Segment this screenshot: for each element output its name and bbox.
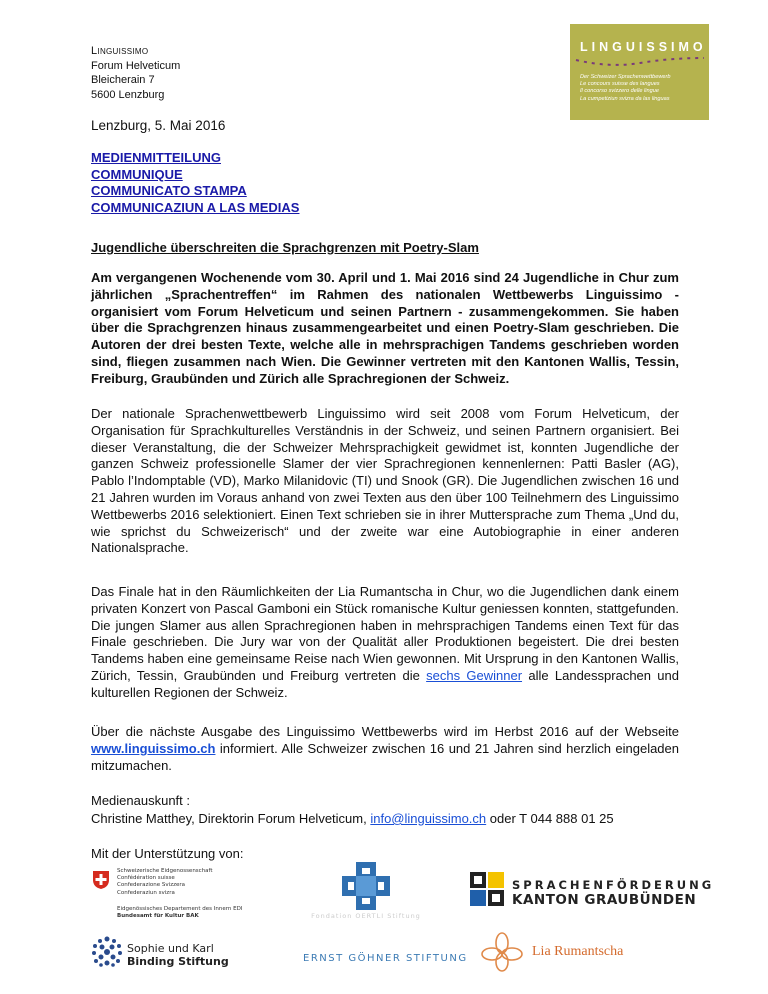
sender-address — [91, 44, 180, 102]
logo-dots-decoration — [570, 54, 709, 70]
document-date: Lenzburg, 5. Mai 2016 — [91, 118, 226, 133]
oertli-cross-icon — [300, 860, 432, 912]
winners-link[interactable]: sechs Gewinner — [426, 667, 523, 683]
sender-line: Forum Helveticum — [91, 59, 181, 72]
body-paragraph-3: Das Finale hat in den Räumlichkeiten der Lia Rumantscha in Chur, wo die Jugendlichen dank einem privaten Konzert von Pascal Gamboni ein Stück romanische Kultur geniessen konnten, stattgefunden. Die jungen Slamer aus allen Sprachregionen haben in mehrsprachigen Tandems einen Text für das Finale geschrieben. Die Jury war von der Qualität aller Produktionen begeistert. Die drei besten Tandems haben eine gemeinsame Reise nach Wien gewonnen. Mit Ursprung in den Kantonen Wallis, Zürich, Tessin, Graubünden und Freiburg vertreten die sechs Gewinner alle Landessprachen und kulturellen Regionen der Schweiz. — [91, 584, 680, 700]
heading-fr[interactable]: COMMUNIQUE — [91, 166, 183, 182]
lia-rumantscha-logo: Lia Rumantscha — [480, 932, 680, 976]
website-link[interactable]: www.linguissimo.ch — [91, 740, 216, 756]
logo-tagline: Der Schweizer Sprachenwettbewerb Le concours suisse des langues Il concorso svizzero delle lingue La cumpetiziun svizra da las linguas — [580, 74, 671, 102]
press-release-headings — [91, 150, 299, 216]
support-label: Mit der Unterstützung von: — [91, 846, 244, 861]
lead-paragraph: Am vergangenen Wochenende vom 30. April und 1. Mai 2016 sind 24 Jugendliche in Chur zum jährlichen „Sprachentreffen“ im Rahmen des nationalen Wettbewerbs Linguissimo - organisiert vom Forum Helveticum und seinen Partnern - zusammengekommen. Sie haben über die Sprachgrenzen hinaus zusammengearbeitet und einen Poetry-Slam geschrieben. Die Autoren der drei besten Texte, welche alle in mehrsprachigen Tandems geschrieben worden sind, fliegen zusammen nach Wien. Die Gewinner vertreten mit den Kantonen Wallis, Tessin, Freiburg, Graubünden und Zürich alle Sprachregionen der Schweiz. — [91, 270, 679, 386]
sender-line: Bleicherain 7 — [91, 74, 155, 87]
email-link[interactable]: info@linguissimo.ch — [370, 811, 487, 826]
binding-stiftung-logo: Sophie und Karl Binding Stiftung — [91, 936, 291, 972]
body-paragraph-2: Der nationale Sprachenwettbewerb Linguissimo wird seit 2008 vom Forum Helveticum, der Organisation für Sprachkulturelles Verständnis in der Schweiz, und seinen Partnern organisiert. Bei dieser Veranstaltung, die der Schweizer Mehrsprachigkeit gewidmet ist, konnten Jugendliche der ganzen Schweiz professionelle Slamer der vier Sprachregionen kennenlernen: Patti Basler (AG), Pablo l’Indomptable (VD), Marko Milanidovic (TI) und Snook (GR). Die Jugendlichen zwischen 16 und 21 Jahren wurden im Voraus anhand von zwei Texten aus den über 100 Teilnehmern des Linguissimo Wettbewerbs 2016 selektioniert. Einen Text schrieben sie in ihrer Muttersprache zum Thema „Und du, wie sprichst du Schweizerisch“ und der zweite war eine Autobiographie in einer anderen Nationalsprache. — [91, 406, 679, 556]
sender-line: 5600 Lenzburg — [91, 88, 165, 101]
binding-dots-icon — [91, 936, 123, 968]
article-title: Jugendliche überschreiten die Sprachgrenzen mit Poetry-Slam — [91, 240, 479, 255]
heading-de[interactable]: MEDIENMITTEILUNG — [91, 150, 221, 165]
heading-rm[interactable]: COMMUNICAZIUN A LAS MEDIAS — [91, 199, 300, 215]
swiss-cross-icon — [91, 870, 111, 890]
goehner-stiftung-logo: ERNST GÖHNER STIFTUNG — [303, 953, 468, 964]
heading-it[interactable]: COMMUNICATO STAMPA — [91, 183, 247, 198]
contact-line: Christine Matthey, Direktorin Forum Helveticum, info@linguissimo.ch oder T 044 888 01 25 — [91, 811, 614, 826]
sprachenfoerderung-gr-logo: SPRACHENFÖRDERUNG KANTON GRAUBÜNDEN — [470, 872, 700, 912]
linguissimo-logo — [570, 24, 709, 120]
lia-rumantscha-flower-icon — [480, 932, 524, 972]
oertli-foundation-logo: Fondation OERTLI Stiftung — [300, 860, 450, 926]
body-paragraph-4: Über die nächste Ausgabe des Linguissimo Wettbewerbs wird im Herbst 2016 auf der Webseite www.linguissimo.ch informiert. Alle Schweizer zwischen 16 und 21 Jahren sind herzlich eingeladen mitzumachen. — [91, 724, 679, 773]
contact-label: Medienauskunft : — [91, 793, 191, 808]
sender-org: Linguissimo — [91, 45, 149, 57]
media-contact — [91, 792, 614, 828]
logo-title: LINGUISSIMO — [580, 40, 707, 54]
graubuenden-crest-icon — [470, 872, 506, 908]
